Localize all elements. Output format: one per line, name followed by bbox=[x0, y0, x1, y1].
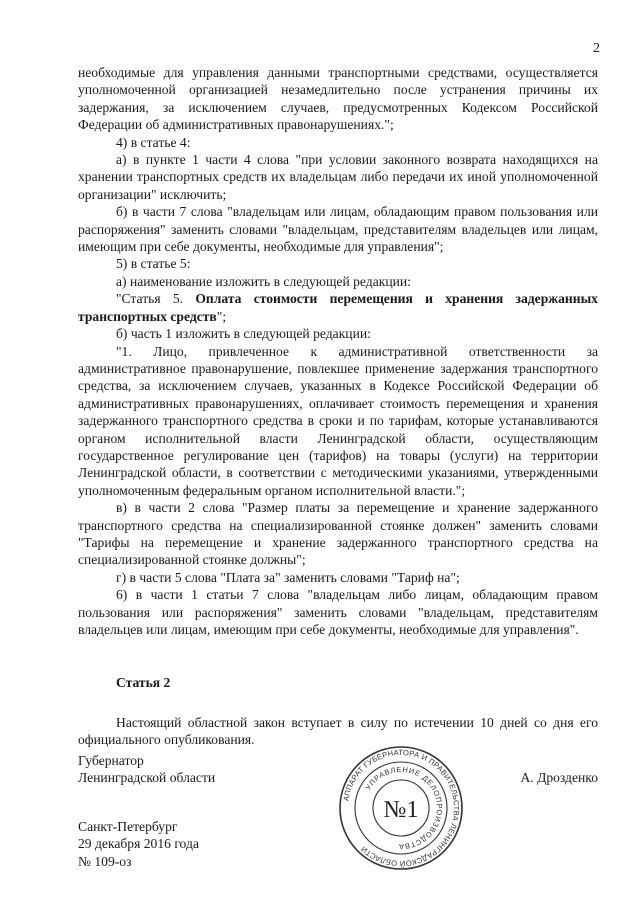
item-5-article5: 5) в статье 5: bbox=[116, 256, 191, 272]
footer-block bbox=[78, 818, 199, 870]
document-body bbox=[78, 64, 598, 749]
signature-title-line2: Ленинградской области bbox=[78, 770, 216, 786]
article5-title bbox=[78, 290, 598, 325]
item-5v: в) в части 2 слова "Размер платы за перемещение и хранение задержанного транспортного средства на специализированной стоянке должен" заменить словами "Тарифы на перемещение и хранение задержанного транспортного средства на специализированной стоянке должны"; bbox=[78, 500, 598, 568]
article5-title-suffix: "; bbox=[216, 308, 227, 324]
article2-text: Настоящий областной закон вступает в силу по истечении 10 дней со дня его официального опубликования. bbox=[78, 714, 598, 748]
item-4-article4: 4) в статье 4: bbox=[116, 134, 191, 150]
stamp-number: №1 bbox=[383, 797, 419, 823]
footer-law-number: № 109-оз bbox=[78, 853, 132, 869]
footer-city: Санкт-Петербург bbox=[78, 819, 178, 834]
item-4a: а) в пункте 1 части 4 слова "при условии законного возврата находящихся на хранении транспортных средств их владельцам либо передачи их иной уполномоченной организации" исключить; bbox=[78, 152, 598, 202]
signature-name: А. Дрозденко bbox=[520, 770, 598, 785]
item-5b: б) часть 1 изложить в следующей редакции: bbox=[116, 326, 371, 342]
footer-date: 29 декабря 2016 года bbox=[78, 836, 199, 852]
office-stamp bbox=[338, 745, 464, 871]
paragraph-continuation: необходимые для управления данными транспортными средствами, осуществляется уполномоченной организацией незамедлительно после устранения причины их задержания, за исключением случаев, предусмотренных Кодексом Российской Федерации об административных правонарушениях."; bbox=[78, 65, 598, 133]
stamp-outer-text: АППАРАТ ГУБЕРНАТОРА И ПРАВИТЕЛЬСТВА ЛЕНИНГРАДСКОЙ ОБЛАСТИ bbox=[341, 747, 462, 869]
article2-heading: Статья 2 bbox=[116, 675, 171, 691]
page-number: 2 bbox=[593, 41, 600, 56]
signature-title-line1: Губернатор bbox=[78, 753, 144, 768]
item-6: 6) в части 1 статьи 7 слова "владельцам либо лицам, обладающим правом пользования или распоряжения" заменить словами "владельцам, представителям владельцев или лицам, имеющим при себе документы, необходимые для управления". bbox=[78, 587, 598, 637]
article5-title-prefix: "Статья 5. bbox=[116, 291, 196, 307]
item-5a: а) наименование изложить в следующей редакции: bbox=[116, 273, 411, 289]
stamp-inner-text: УПРАВЛЕНИЕ ДЕЛОПРОИЗВОДСТВА bbox=[363, 764, 445, 852]
item-5b-text: "1. Лицо, привлеченное к административной ответственности за административное правонарушение, повлекшее применение задержания транспортного средства, за исключением случаев, указанных в Кодексе Российской Федерации об административных правонарушениях, оплачивает стоимость перемещения и хранения задержанного транспортного средства в сроки и по тарифам, которые устанавливаются органом исполнительной власти Ленинградской области, осуществляющим государственное регулирование цен (тарифов) на товары (услуги) на территории Ленинградской области, в соответствии с методическими указаниями, утвержденными уполномоченным федеральным органом исполнительной власти."; bbox=[78, 343, 598, 498]
item-5g: г) в части 5 слова "Плата за" заменить словами "Тариф на"; bbox=[116, 569, 460, 585]
item-4b: б) в части 7 слова "владельцам или лицам, обладающим правом пользования или распоряжения" заменить словами "владельцам, представителям владельцев или лицам, имеющим при себе документы, необходимые для управления"; bbox=[78, 204, 598, 255]
article5-title-bold: Оплата стоимости перемещения и хранения задержанных транспортных средств bbox=[78, 291, 598, 324]
